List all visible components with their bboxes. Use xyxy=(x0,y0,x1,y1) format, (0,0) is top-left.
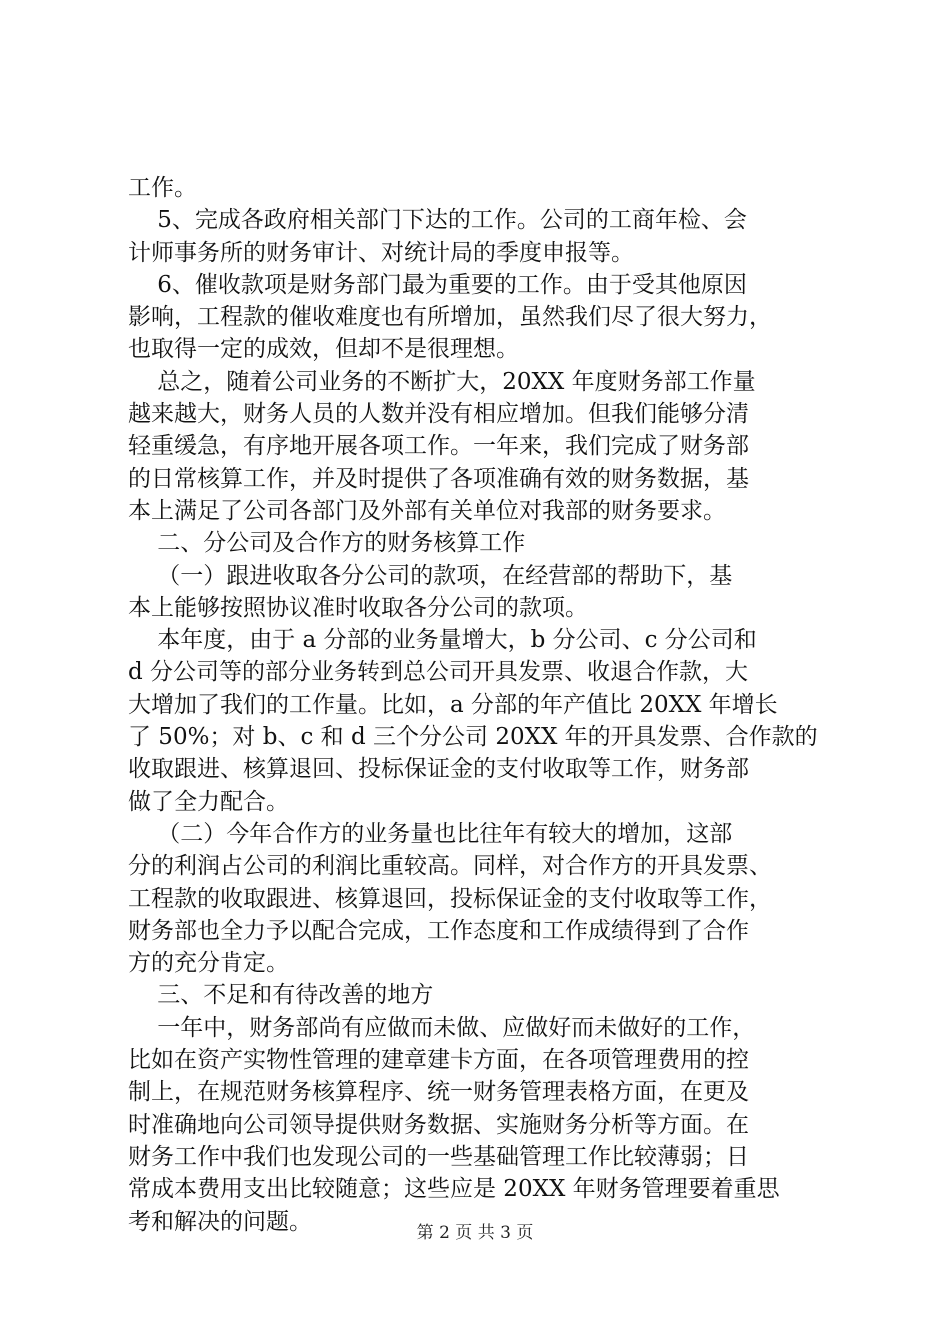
text-line: 计师事务所的财务审计、对统计局的季度申报等。 xyxy=(128,239,634,266)
text-line: 财务工作中我们也发现公司的一些基础管理工作比较薄弱；日 xyxy=(128,1143,749,1170)
text-line: 工程款的收取跟进、核算退回，投标保证金的支付收取等工作， xyxy=(128,885,772,912)
text-line: 的日常核算工作，并及时提供了各项准确有效的财务数据，基 xyxy=(128,465,749,492)
section-heading: 二、分公司及合作方的财务核算工作 xyxy=(128,530,526,557)
text-line: 考和解决的问题。 xyxy=(128,1208,312,1235)
text-line: 收取跟进、核算退回、投标保证金的支付收取等工作，财务部 xyxy=(128,756,749,783)
text-line: 5、完成各政府相关部门下达的工作。公司的工商年检、会 xyxy=(128,207,747,234)
text-line: 了 50%；对 b、c 和 d 三个分公司 20XX 年的开具发票、合作款的 xyxy=(128,724,818,751)
text-line: 也取得一定的成效，但却不是很理想。 xyxy=(128,336,519,363)
text-line: 本上满足了公司各部门及外部有关单位对我部的财务要求。 xyxy=(128,497,726,524)
page-number-footer: 第 2 页 共 3 页 xyxy=(416,1223,534,1243)
text-line: 一年中，财务部尚有应做而未做、应做好而未做好的工作， xyxy=(128,1014,756,1041)
section-heading: 三、不足和有待改善的地方 xyxy=(128,982,434,1009)
text-line: 做了全力配合。 xyxy=(128,788,289,815)
text-line: 本上能够按照协议准时收取各分公司的款项。 xyxy=(128,594,588,621)
text-line: 财务部也全力予以配合完成，工作态度和工作成绩得到了合作 xyxy=(128,917,749,944)
document-body xyxy=(128,172,828,1238)
text-line: 工作。 xyxy=(128,175,197,201)
text-line: 总之，随着公司业务的不断扩大，20XX 年度财务部工作量 xyxy=(128,368,756,395)
text-line: 比如在资产实物性管理的建章建卡方面，在各项管理费用的控 xyxy=(128,1047,749,1074)
text-line: 越来越大，财务人员的人数并没有相应增加。但我们能够分清 xyxy=(128,401,749,428)
text-line: （二）今年合作方的业务量也比往年有较大的增加，这部 xyxy=(128,820,733,847)
text-line: 时准确地向公司领导提供财务数据、实施财务分析等方面。在 xyxy=(128,1111,749,1138)
text-line: 6、催收款项是财务部门最为重要的工作。由于受其他原因 xyxy=(128,271,747,298)
text-line: 轻重缓急，有序地开展各项工作。一年来，我们完成了财务部 xyxy=(128,433,749,460)
text-line: 分的利润占公司的利润比重较高。同样，对合作方的开具发票、 xyxy=(128,853,772,880)
text-line: 常成本费用支出比较随意；这些应是 20XX 年财务管理要着重思 xyxy=(128,1176,780,1203)
text-line: 大增加了我们的工作量。比如，a 分部的年产值比 20XX 年增长 xyxy=(128,691,778,718)
text-line: 本年度，由于 a 分部的业务量增大，b 分公司、c 分公司和 xyxy=(128,627,757,654)
text-line: 方的充分肯定。 xyxy=(128,950,289,977)
text-line: 影响，工程款的催收难度也有所增加，虽然我们尽了很大努力， xyxy=(128,304,772,331)
text-line: 制上，在规范财务核算程序、统一财务管理表格方面，在更及 xyxy=(128,1079,749,1106)
text-line: （一）跟进收取各分公司的款项，在经营部的帮助下，基 xyxy=(128,562,733,589)
text-line: d 分公司等的部分业务转到总公司开具发票、收退合作款，大 xyxy=(128,659,749,686)
